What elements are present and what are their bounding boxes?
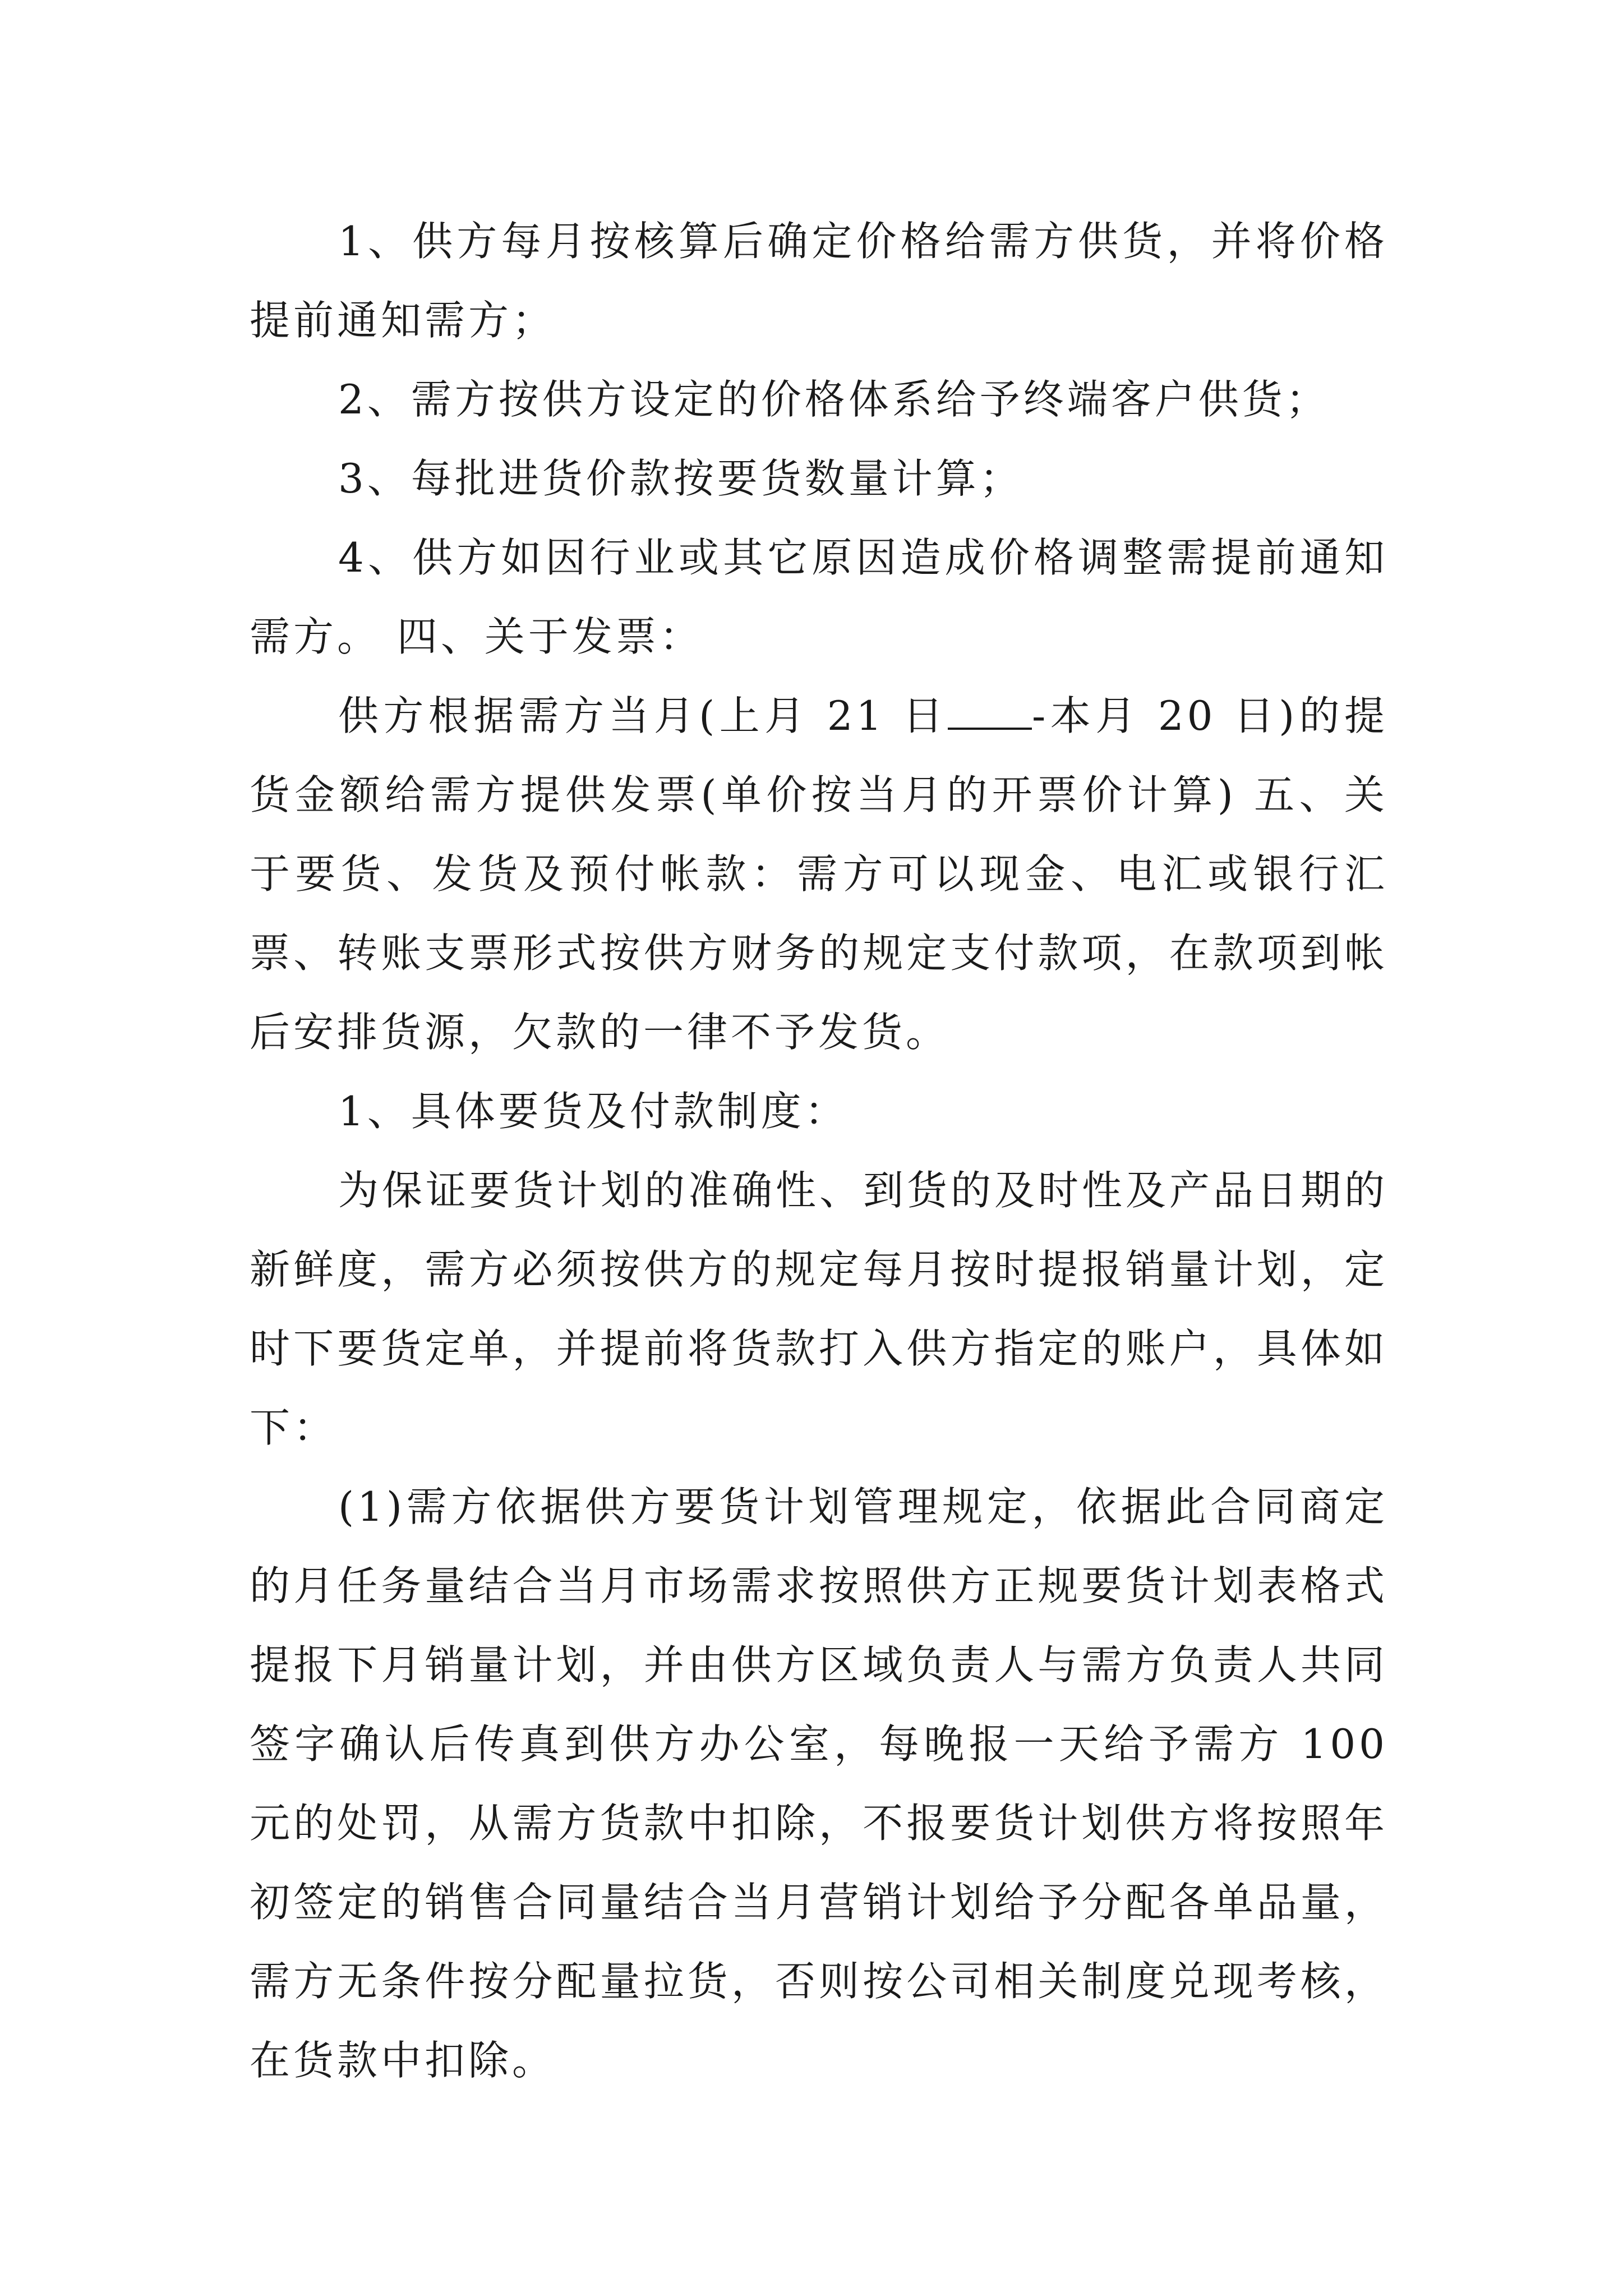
paragraph-price-system: 2、需方按供方设定的价格体系给予终端客户供货； xyxy=(338,376,1330,423)
paragraph-order-accuracy: 为保证要货计划的准确性、到货的及时性及产品日期的新鲜度，需方必须按供方的规定每月按时提报销量计划，定时下要货定单，并提前将货款打入供方指定的账户，具体如下： xyxy=(250,1167,1389,1451)
paragraph-price-adjust: 4、供方如因行业或其它原因造成价格调整需提前通知需方。 四、关于发票： xyxy=(250,534,1388,660)
paragraph-sales-plan: (1)需方依据供方要货计划管理规定，依据此合同商定的月任务量结合当月市场需求按照供方正规要货计划表格式提报下月销量计划，并由供方区域负责人与需方负责人共同签字确认后传真到供方办公室，每晚报一天给予需方 100 元的处罚，从需方货款中扣除，不报要货计划供方将按照年初签定的销售合同量结合当月营销计划给予分配各单品量，需方无条件按分配量拉货，否则按公司相关制度兑现考核，在货款中扣除。 xyxy=(250,1483,1388,2084)
paragraph-invoice xyxy=(250,677,1388,1072)
document-body xyxy=(250,202,1388,2100)
invoice-text-after-blank: -本月 20 日)的提货金额给需方提供发票(单价按当月的开票价计算) 五、关于要货、发货及预付帐款：需方可以现金、电汇或银行汇票、转账支票形式按供方财务的规定支付款项，在款项到帐后安排货源，欠款的一律不予发货。 xyxy=(250,692,1389,1056)
paragraph-price-notice: 1、供方每月按核算后确定价格给需方供货，并将价格提前通知需方； xyxy=(250,218,1388,344)
invoice-text-before-blank: 供方根据需方当月(上月 21 日 xyxy=(338,692,948,739)
paragraph-payment-calc: 3、每批进货价款按要货数量计算； xyxy=(338,455,1023,502)
fill-in-blank-line xyxy=(948,694,1032,730)
paragraph-order-system-heading: 1、具体要货及付款制度： xyxy=(338,1088,849,1135)
